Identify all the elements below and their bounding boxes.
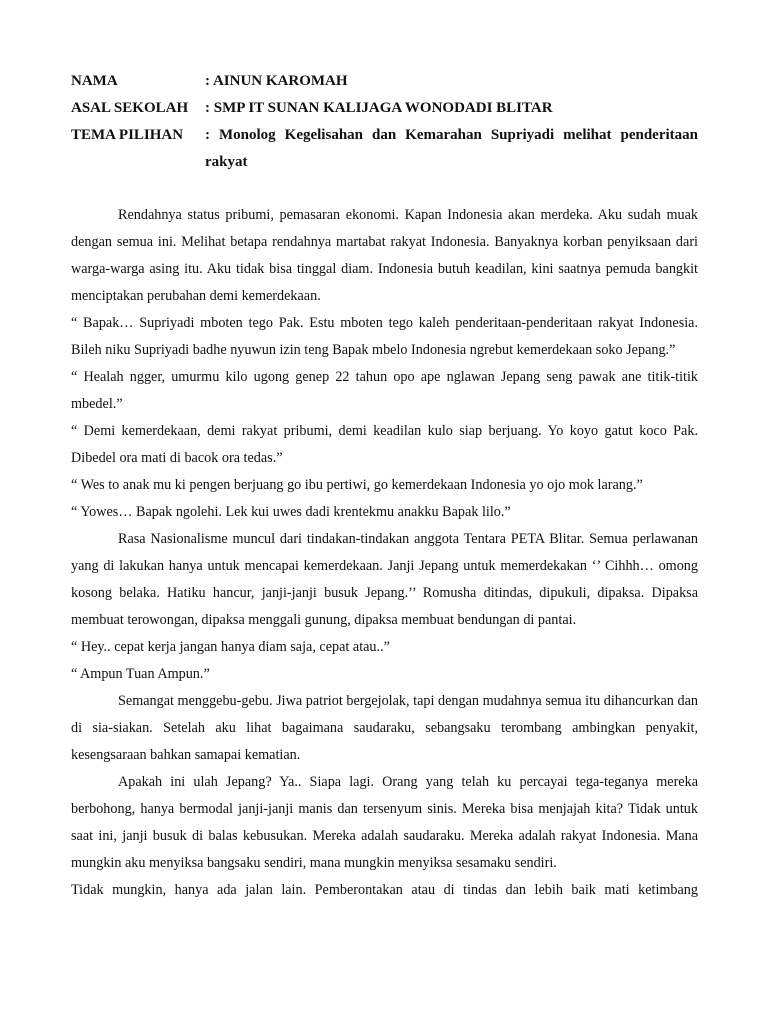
narrative-paragraph: Semangat menggebu-gebu. Jiwa patriot bergejolak, tapi dengan mudahnya semua itu dihancurkan dan di sia-siakan. Setelah aku lihat bagaimana saudaraku, sebangsaku terombang ambingkan penyakit, kesengsaraan bahkan samapai kematian. bbox=[71, 693, 698, 763]
header-value-text: Monolog Kegelisahan dan Kemarahan Supriyadi melihat penderitaan rakyat bbox=[205, 127, 699, 170]
dialogue-line: “ Healah ngger, umurmu kilo ugong genep 22 tahun opo ape nglawan Jepang seng pawak ane titik-titik mbedel.” bbox=[71, 369, 698, 412]
header-value bbox=[205, 71, 698, 92]
header-value bbox=[205, 122, 698, 176]
header-row-name bbox=[71, 71, 698, 98]
header-label: NAMA bbox=[71, 73, 118, 89]
header-label: TEMA PILIHAN bbox=[71, 127, 184, 143]
header-value-text: AINUN KAROMAH bbox=[212, 73, 348, 89]
dialogue-line: “ Yowes… Bapak ngolehi. Lek kui uwes dadi krentekmu anakku Bapak lilo.” bbox=[71, 504, 511, 520]
header-value bbox=[205, 98, 698, 119]
dialogue-line: “ Demi kemerdekaan, demi rakyat pribumi, demi keadilan kulo siap berjuang. Yo koyo gatut koco Pak. Dibedel ora mati di bacok ora tedas.” bbox=[71, 423, 698, 466]
identity-header bbox=[71, 71, 698, 179]
monolog-body bbox=[71, 202, 698, 904]
header-row-theme bbox=[71, 125, 698, 179]
header-colon: : bbox=[205, 127, 210, 143]
narrative-paragraph-continued: Tidak mungkin, hanya ada jalan lain. Pemberontakan atau di tindas dan lebih baik mati ketimbang bbox=[71, 882, 698, 898]
narrative-paragraph: Apakah ini ulah Jepang? Ya.. Siapa lagi. Orang yang telah ku percayai tega-teganya mereka berbohong, hanya bermodal janji-janji manis dan tersenyum sinis. Mereka bisa menjajah kita? Tidak untuk saat ini, janji busuk di balas kebusukan. Mereka adalah saudaraku. Mereka adalah rakyat Indonesia. Mana mungkin aku menyiksa bangsaku sendiri, mana mungkin menyiksa sesamaku sendiri. bbox=[71, 774, 698, 871]
dialogue-line: “ Ampun Tuan Ampun.” bbox=[71, 666, 210, 682]
narrative-paragraph: Rasa Nasionalisme muncul dari tindakan-tindakan anggota Tentara PETA Blitar. Semua perlawanan yang di lakukan hanya untuk mencapai kemerdekaan. Janji Jepang untuk memerdekakan ‘’ Cihhh… omong kosong belaka. Hatiku hancur, janji-janji busuk Jepang.’’ Romusha ditindas, dipukuli, dipaksa. Dipaksa membuat terowongan, dipaksa menggali gunung, dipaksa membuat bendungan di pantai. bbox=[71, 531, 698, 628]
header-colon: : bbox=[205, 73, 210, 89]
header-row-school bbox=[71, 98, 698, 125]
header-colon: : bbox=[205, 100, 210, 116]
narrative-paragraph: Rendahnya status pribumi, pemasaran ekonomi. Kapan Indonesia akan merdeka. Aku sudah muak dengan semua ini. Melihat betapa rendahnya martabat rakyat Indonesia. Banyaknya korban penyiksaan dari warga-warga asing itu. Aku tidak bisa tinggal diam. Indonesia butuh keadilan, kini saatnya pemuda bangkit menciptakan perubahan demi kemerdekaan. bbox=[71, 207, 698, 304]
header-value-text: SMP IT SUNAN KALIJAGA WONODADI BLITAR bbox=[213, 100, 553, 116]
dialogue-line: “ Hey.. cepat kerja jangan hanya diam saja, cepat atau..” bbox=[71, 639, 390, 655]
dialogue-line: “ Bapak… Supriyadi mboten tego Pak. Estu mboten tego kaleh penderitaan-penderitaan rakyat Indonesia. Bileh niku Supriyadi badhe nyuwun izin teng Bapak mbelo Indonesia ngrebut kemerdekaan soko Jepang.” bbox=[71, 315, 698, 358]
header-label: ASAL SEKOLAH bbox=[71, 100, 189, 116]
dialogue-line: “ Wes to anak mu ki pengen berjuang go ibu pertiwi, go kemerdekaan Indonesia yo ojo mok larang.” bbox=[71, 477, 643, 493]
